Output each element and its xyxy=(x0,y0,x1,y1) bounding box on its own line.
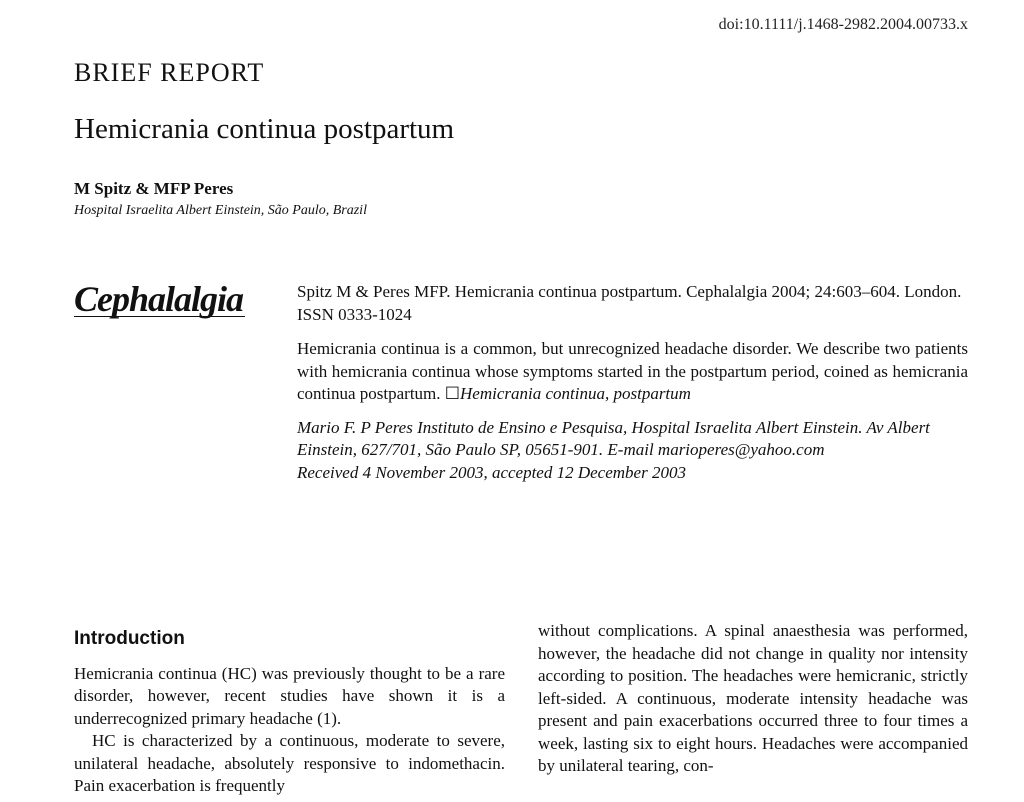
introduction-heading: Introduction xyxy=(74,628,185,649)
abstract-summary xyxy=(297,338,968,406)
keywords: Hemicrania continua, postpartum xyxy=(460,384,691,403)
left-paragraph-2: HC is characterized by a continuous, moderate to severe, unilateral headache, absolutely responsive to indomethacin. Pain exacerbation is frequently xyxy=(74,731,505,795)
article-title: Hemicrania continua postpartum xyxy=(74,113,455,145)
section-label: BRIEF REPORT xyxy=(74,58,265,87)
authors: M Spitz & MFP Peres xyxy=(74,179,234,198)
citation: Spitz M & Peres MFP. Hemicrania continua postpartum. Cephalalgia 2004; 24:603–604. London. ISSN 0333-1024 xyxy=(297,282,962,324)
correspondence xyxy=(297,417,968,485)
correspondence-address: Mario F. P Peres Instituto de Ensino e Pesquisa, Hospital Israelita Albert Einstein. Av Albert Einstein, 627/701, São Paulo SP, 05651-901. E-mail marioperes@yahoo.com xyxy=(297,417,930,459)
right-column xyxy=(538,620,968,778)
journal-logo: Cephalalgia xyxy=(74,279,244,319)
abstract-block xyxy=(297,281,968,484)
keyword-marker: ☐ xyxy=(444,384,461,403)
received-dates: Received 4 November 2003, accepted 12 December 2003 xyxy=(297,462,686,482)
doi-text: doi:10.1111/j.1468-2982.2004.00733.x xyxy=(718,16,968,33)
left-paragraph-1: Hemicrania continua (HC) was previously thought to be a rare disorder, however, recent studies have shown it is a underrecognized primary headache (1). xyxy=(74,663,505,728)
summary-text: Hemicrania continua is a common, but unrecognized headache disorder. We describe two patients with hemicrania continua whose symptoms started in the postpartum period, coined as hemicrania continua postpartum. xyxy=(297,339,968,403)
affiliation: Hospital Israelita Albert Einstein, São Paulo, Brazil xyxy=(74,203,367,218)
right-paragraph-1: without complications. A spinal anaesthesia was performed, however, the headache did not change in quality nor intensity according to position. The headaches were hemicranic, strictly left-sided. A continuous, moderate intensity headache was present and pain exacerbations occurred three to four times a week, lasting six to eight hours. Headaches were accompanied by unilateral tearing, con- xyxy=(538,621,968,775)
left-column xyxy=(74,628,505,798)
